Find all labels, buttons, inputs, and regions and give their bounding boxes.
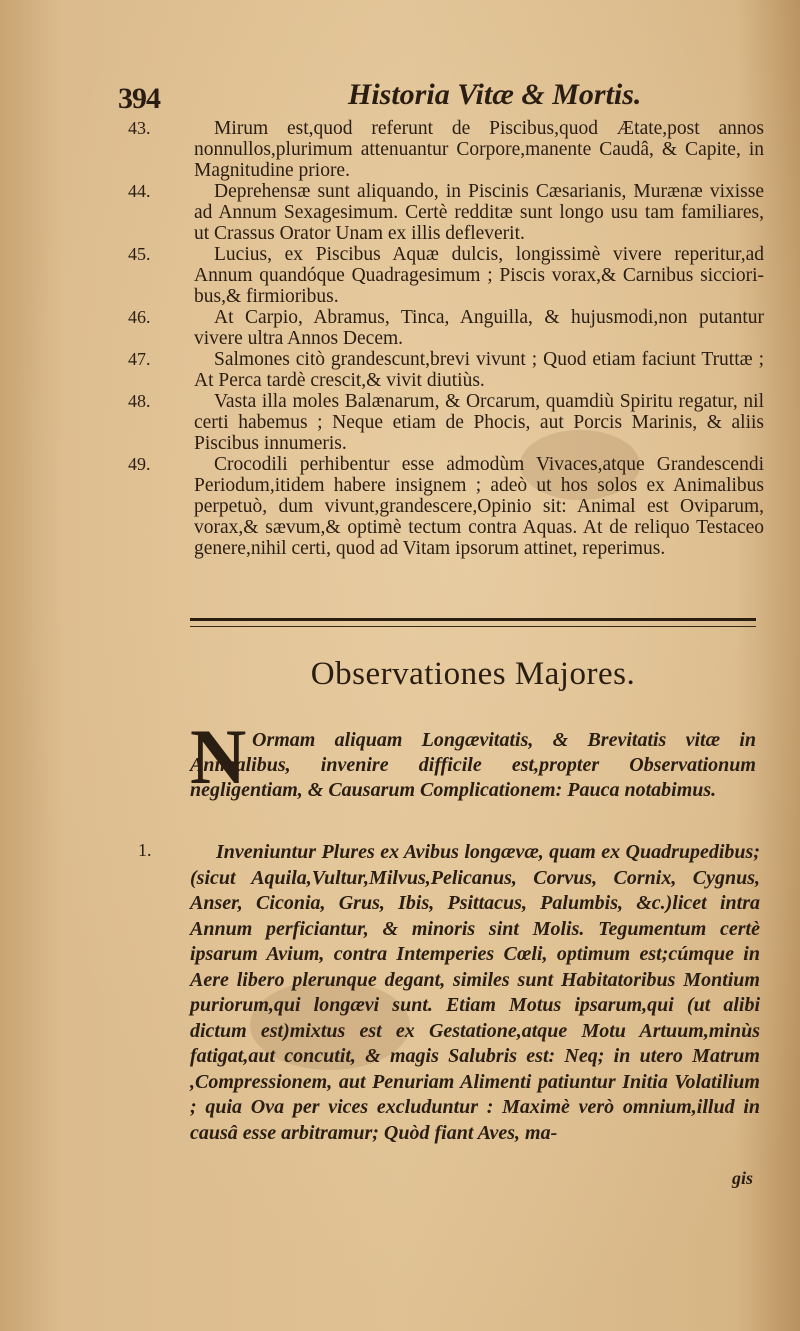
section-title: Observationes Majores.: [310, 656, 636, 692]
observation-text: Inveniuntur Plures ex Avibus longævæ, quam ex Quadrupedibus;(sicut Aquila,Vultur,Milvus,Pelicanus, Corvus, Cornix, Cygnus, Anser, Ciconia, Grus, Ibis, Psittacus, Palumbis, &c.)licet intra Annum perficiantur, & minoris sint Molis. Tegumentum certè ipsarum Avium, contra Intemperies Cœli, optimum est;cúmque in Aere libero plerunque degant, similes sunt Habitatoribus Montium puriorum,qui longævi sunt. Etiam Motus ipsarum,qui (ut alibi dictum est)mixtus est ex Gestatione,atque Motu Artuum,minùs fatigat,aut concutit, & magis Salubris est: Neq; in utero Matrum ,Compressionem, aut Penuriam Alimenti patiuntur Initia Volatilium ; quia Ova per vices excluduntur : Maximè verò omnium,illud in causâ esse arbitramur; Quòd fiant Aves, ma-: [190, 841, 760, 1144]
entry-text: Salmones citò grandescunt,brevi vivunt ; Quod etiam faciunt Truttæ ; At Perca tardè crescit,& vivit diutiùs.: [194, 349, 764, 391]
observation: [128, 840, 760, 1146]
entry-number: 48.: [128, 391, 151, 411]
section-divider-thin: [190, 626, 756, 627]
catchword: gis: [732, 1168, 754, 1188]
observation-number: 1.: [138, 840, 152, 860]
section-intro: Ormam aliquam Longævitatis, & Brevitatis vitæ in Animalibus, invenire difficile est,propter Observationum negligentiam, & Causarum Complicationem: Pauca notabimus.: [190, 729, 756, 801]
entry: [128, 307, 768, 349]
entry-text: At Carpio, Abramus, Tinca, Anguilla, & hujusmodi,non putantur vivere ultra Annos Decem.: [194, 307, 764, 349]
numbered-entries: [128, 118, 768, 559]
entry: [128, 454, 768, 559]
entry: [128, 244, 768, 307]
entry-text: Mirum est,quod referunt de Piscibus,quod Ætate,post annos nonnullos,plurimum attenuantur Corpore,manente Caudâ, & Capite, in Magnitudine priore.: [194, 118, 764, 181]
entry-number: 43.: [128, 118, 151, 138]
entry-text: Lucius, ex Piscibus Aquæ dulcis, longissimè vivere reperitur,ad Annum quandóque Quadragesimum ; Piscis vorax,& Carnibus sicciori-bus,& firmioribus.: [194, 244, 764, 307]
page-number: 394: [118, 82, 160, 115]
entry-text: Crocodili perhibentur esse admodùm Vivaces,atque Grandescendi Periodum,itidem habere insignem ; adeò ut hos solos ex Animalibus perpetuò, dum vivunt,grandescere,Opinio sit: Animal est Oviparum, vorax,& sævum,& optimè tectum contra Aquas. At de reliquo Testaceo genere,nihil certi, quod ad Vitam ipsorum attinet, reperimus.: [194, 454, 764, 559]
entry: [128, 349, 768, 391]
entry-number: 47.: [128, 349, 151, 369]
entry: [128, 181, 768, 244]
entry-number: 45.: [128, 244, 151, 264]
entry-number: 49.: [128, 454, 151, 474]
entry-number: 44.: [128, 181, 151, 201]
drop-cap: N: [190, 713, 247, 800]
entry: [128, 118, 768, 181]
page-header: [118, 78, 758, 118]
section-divider: [190, 618, 756, 621]
entry-text: Vasta illa moles Balænarum, & Orcarum, quamdiù Spiritu regatur, nil certi habemus ; Neque etiam de Phocis, aut Porcis Marinis, & aliis Piscibus innumeris.: [194, 391, 764, 454]
entry-number: 46.: [128, 307, 151, 327]
entry: [128, 391, 768, 454]
entry-text: Deprehensæ sunt aliquando, in Piscinis Cæsarianis, Murænæ vixisse ad Annum Sexagesimum. Certè redditæ sunt longo usu tam familiares, ut Crassus Orator Unam ex illis defleverit.: [194, 181, 764, 244]
running-title: Historia Vitæ & Mortis.: [348, 78, 642, 111]
